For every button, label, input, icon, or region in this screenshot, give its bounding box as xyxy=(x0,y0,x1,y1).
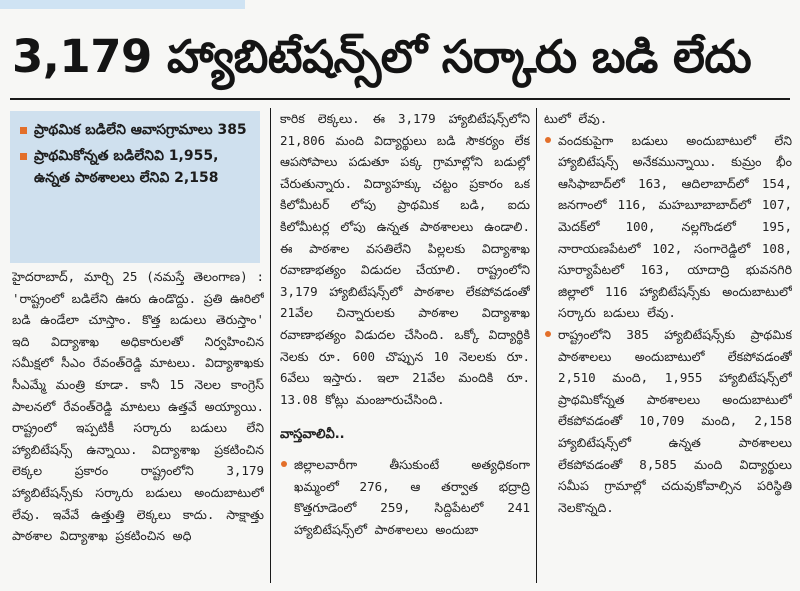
bullet-paragraph: రాష్ట్రంలోని 385 హ్యాబిటేషన్స్‌కు ప్రాథమిక పాఠశాలలు అందుబాటులో లేకపోవడంతో 2,510 మంది, 1,955 హ్యాబిటేషన్స్‌లో ప్రాథమికోన్నత పాఠశాలలు అందుబాటులో లేకపోవడంతో 10,709 మంది, 2,158 హ్యాబిటేషన్స్‌లో ఉన్నత పాఠశాలలు లేకపోవడంతో 8,585 మంది విద్యార్థులు సమీప గ్రామాల్లో చదువుకోవాల్సిన పరిస్థితి నెలకొన్నది. xyxy=(544,324,792,518)
headline-rule xyxy=(10,98,790,100)
article-column-2 xyxy=(280,108,530,586)
column-divider xyxy=(270,108,271,583)
article-column-3 xyxy=(544,108,792,586)
section-subhead: వాస్తవాలివీ.. xyxy=(280,427,345,443)
bullet-paragraph: జిల్లాలవారీగా తీసుకుంటే అత్యధికంగా ఖమ్మంలో 276, ఆ తర్వాత భద్రాద్రి కొత్తగూడెంలో 259, సిద్దిపేటలో 241 హ్యాబిటేషన్స్‌లో పాఠశాలలు అందుబా xyxy=(280,454,530,540)
article-paragraph: టులో లేవు. xyxy=(544,111,608,126)
article-paragraph: హైదరాబాద్, మార్చి 25 (నమస్తే తెలంగాణ) : 'రాష్ట్రంలో బడిలేని ఊరు ఉండొద్దు. ప్రతి ఊరిలో బడి ఉండేలా చూస్తాం. కొత్త బడులు తెరుస్తాం' ఇది విద్యాశాఖ అధికారులతో నిర్వహించిన సమీక్షలో సీఎం రేవంత్‌రెడ్డి మాటలు. విద్యాశాఖకు సీఎమ్మే మంత్రి కూడా. కానీ 15 నెలల కాంగ్రెస్ పాలనలో రేవంత్‌రెడ్డి మాటలు ఉత్తవే అయ్యాయి. రాష్ట్రంలో ఇప్పటికీ సర్కారు బడులు లేని హ్యాబిటేషన్స్ ఉన్నాయి. విద్యాశాఖ ప్రకటించిన లెక్కల ప్రకారం రాష్ట్రంలోని 3,179 హ్యాబిటేషన్స్‌కు సర్కారు బడులు అందుబాటులో లేవు. ఇవేవే ఉత్తుత్తి లెక్కలు కాదు. సాక్షాత్తు పాఠశాల విద్యాశాఖ ప్రకటించిన అధి xyxy=(12,269,264,544)
bullet-paragraph: వందకుపైగా బడులు అందుబాటులో లేని హ్యాబిటేషన్స్ అనేకమున్నాయి. కుమ్రం భీం ఆసిఫాబాద్‌లో 163, ఆదిలాబాద్‌లో 154, జనగాంలో 116, మహబూబాబాద్‌లో 107, మెదక్‌లో 100, నల్లగొండలో 195, నారాయణపేటలో 102, సంగారెడ్డిలో 108, సూర్యాపేటలో 163, యాదాద్రి భువనగిరి జిల్లాలో 116 హ్యాబిటేషన్స్‌కు అందుబాటులో సర్కారు బడులు లేవు. xyxy=(544,130,792,324)
article-column-1 xyxy=(12,266,264,586)
top-color-strip xyxy=(0,0,245,9)
highlight-item: ప్రాథమిక బడిలేని ఆవాసగ్రామాలు 385 xyxy=(18,119,252,141)
headline: 3,179 హ్యాబిటేషన్స్‌లో సర్కారు బడి లేదు xyxy=(12,30,752,83)
column-divider xyxy=(536,108,537,583)
article-paragraph: కారిక లెక్కలు. ఈ 3,179 హ్యాబిటేషన్స్‌లోని 21,806 మంది విద్యార్థులు బడి సౌకర్యం లేక ఆపసోపాలు పడుతూ పక్క గ్రామాల్లోని బడుల్లో చేరుతున్నారు. విద్యాహక్కు చట్టం ప్రకారం ఒక కిలోమీటర్ లోపు ప్రాథమిక బడి, ఐదు కిలోమీటర్ల లోపు ఉన్నత పాఠశాలలు ఉండాలి. ఈ పాఠశాల వసతిలేని పిల్లలకు విద్యాశాఖ రవాణాభత్యం విడుదల చేయాలి. రాష్ట్రంలోని 3,179 హ్యాబిటేషన్స్‌లో పాఠశాల లేకపోవడంతో 21వేల చిన్నారులకు పాఠశాల విద్యాశాఖ రవాణాభత్యం విడుదల చేసింది. ఒక్కో విద్యార్థికి నెలకు రూ. 600 చొప్పున 10 నెలలకు రూ. 6వేలు ఇస్తారు. ఇలా 21వేల మందికి రూ. 13.08 కోట్లు మంజూరుచేసింది. xyxy=(280,111,530,407)
highlight-box xyxy=(10,111,260,263)
highlight-item: ప్రాథమికోన్నత బడిలేనివి 1,955, ఉన్నత పాఠశాలలు లేనివి 2,158 xyxy=(18,145,252,189)
